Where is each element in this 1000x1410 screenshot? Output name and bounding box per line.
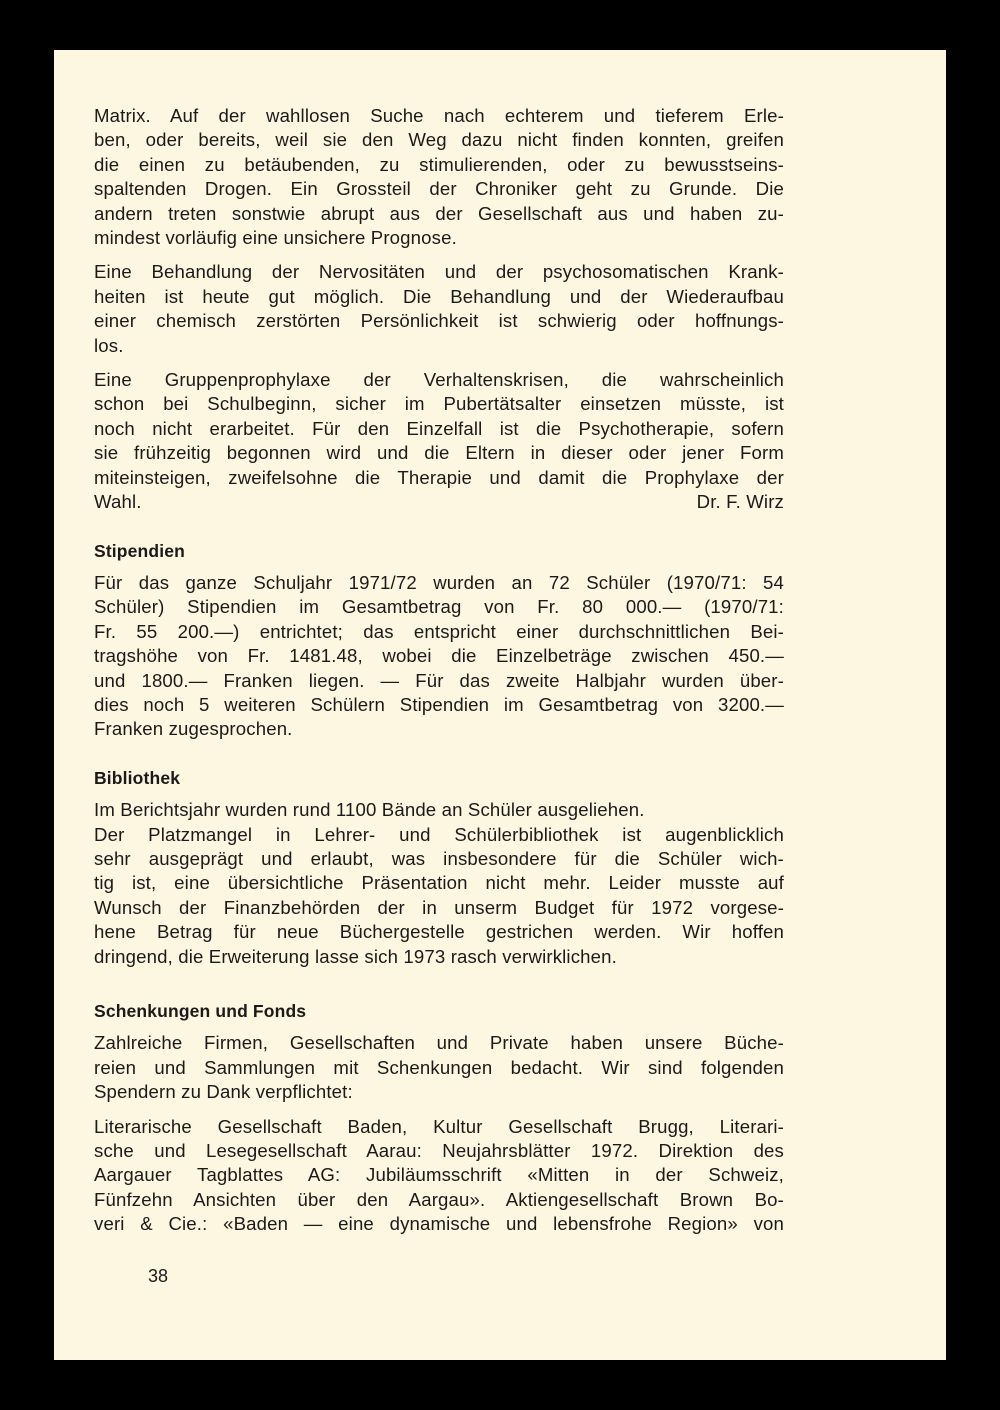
section-heading-schenkungen: Schenkungen und Fonds <box>94 1001 307 1021</box>
text-line: tig ist, eine übersichtliche Präsentation nicht mehr. Leider musste auf <box>94 872 784 894</box>
section-heading-stipendien: Stipendien <box>94 540 185 561</box>
paragraph-drugs <box>94 104 784 250</box>
paragraph-prophylaxis <box>94 368 784 514</box>
text-line: Franken zugesprochen. <box>94 718 293 740</box>
text-line: Wahl. <box>94 491 142 513</box>
text-line: sche und Lesegesellschaft Aarau: Neujahrsblätter 1972. Direktion des <box>94 1140 784 1162</box>
text-line: tragshöhe von Fr. 1481.48, wobei die Einzelbeträge zwischen 450.— <box>94 645 784 667</box>
text-line: ben, oder bereits, weil sie den Weg dazu nicht finden konnten, greifen <box>94 129 784 151</box>
text-line: Für das ganze Schuljahr 1971/72 wurden an 72 Schüler (1970/71: 54 <box>94 571 784 593</box>
text-line: dies noch 5 weiteren Schülern Stipendien im Gesamtbetrag von 3200.— <box>94 693 784 715</box>
text-line: Fünfzehn Ansichten über den Aargau». Aktiengesellschaft Brown Bo- <box>94 1188 784 1210</box>
text-line: veri & Cie.: «Baden — eine dynamische und lebensfrohe Region» von <box>94 1213 784 1235</box>
signature-line <box>94 490 784 514</box>
text-line: spaltenden Drogen. Ein Grossteil der Chroniker geht zu Grunde. Die <box>94 178 784 200</box>
text-line: Wunsch der Finanzbehörden der in unserm Budget für 1972 vorgese- <box>94 896 784 918</box>
text-line: dringend, die Erweiterung lasse sich 1973 rasch verwirklichen. <box>94 945 617 967</box>
paragraph-treatment <box>94 260 784 358</box>
text-line: los. <box>94 334 124 356</box>
section-heading-bibliothek: Bibliothek <box>94 767 181 788</box>
text-line: Zahlreiche Firmen, Gesellschaften und Private haben unsere Büche- <box>94 1032 784 1054</box>
text-line: einer chemisch zerstörten Persönlichkeit ist schwierig oder hoffnungs- <box>94 310 784 332</box>
page-content <box>94 104 784 1237</box>
text-line: hene Betrag für neue Büchergestelle gestrichen werden. Wir hoffen <box>94 921 784 943</box>
text-line: Matrix. Auf der wahllosen Suche nach echterem und tieferem Erle- <box>94 105 784 126</box>
paragraph-bibliothek-loans <box>94 798 784 822</box>
text-line: Spendern zu Dank verpflichtet: <box>94 1081 353 1103</box>
text-line: Schüler) Stipendien im Gesamtbetrag von Fr. 80 000.— (1970/71: <box>94 596 784 618</box>
text-line: noch nicht erarbeitet. Für den Einzelfall ist die Psychotherapie, sofern <box>94 417 784 439</box>
text-line: Aargauer Tagblattes AG: Jubiläumsschrift «Mitten in der Schweiz, <box>94 1164 784 1186</box>
text-line: Literarische Gesellschaft Baden, Kultur Gesellschaft Brugg, Literari- <box>94 1115 784 1137</box>
author-signature: Dr. F. Wirz <box>696 491 784 513</box>
paragraph-bibliothek-space <box>94 823 784 969</box>
text-line: mindest vorläufig eine unsichere Prognose. <box>94 227 457 249</box>
text-line: reien und Sammlungen mit Schenkungen bedacht. Wir sind folgenden <box>94 1056 784 1078</box>
paragraph-schenkungen-donors <box>94 1115 784 1237</box>
text-line: schon bei Schulbeginn, sicher im Pubertätsalter einsetzen müsste, ist <box>94 393 784 415</box>
paragraph-stipendien <box>94 571 784 742</box>
text-line: sehr ausgeprägt und erlaubt, was insbesondere für die Schüler wich- <box>94 847 784 869</box>
text-line: und 1800.— Franken liegen. — Für das zweite Halbjahr wurden über- <box>94 669 784 691</box>
text-line: sie frühzeitig begonnen wird und die Eltern in dieser oder jener Form <box>94 442 784 464</box>
text-line: Eine Behandlung der Nervositäten und der psychosomatischen Krank- <box>94 261 784 283</box>
text-line: andern treten sonstwie abrupt aus der Gesellschaft aus und haben zu- <box>94 202 784 224</box>
text-line: heiten ist heute gut möglich. Die Behandlung und der Wiederaufbau <box>94 285 784 307</box>
text-line: Der Platzmangel in Lehrer- und Schülerbibliothek ist augenblicklich <box>94 823 784 845</box>
text-line: Im Berichtsjahr wurden rund 1100 Bände an Schüler ausgeliehen. <box>94 799 645 821</box>
text-line: Eine Gruppenprophylaxe der Verhaltenskrisen, die wahrscheinlich <box>94 369 784 391</box>
text-line: miteinsteigen, zweifelsohne die Therapie und damit die Prophylaxe der <box>94 466 784 488</box>
paragraph-schenkungen-intro <box>94 1031 784 1104</box>
text-line: die einen zu betäubenden, zu stimulierenden, oder zu bewusstseins- <box>94 153 784 175</box>
page-number: 38 <box>148 1266 169 1286</box>
text-line: Fr. 55 200.—) entrichtet; das entspricht einer durchschnittlichen Bei- <box>94 620 784 642</box>
